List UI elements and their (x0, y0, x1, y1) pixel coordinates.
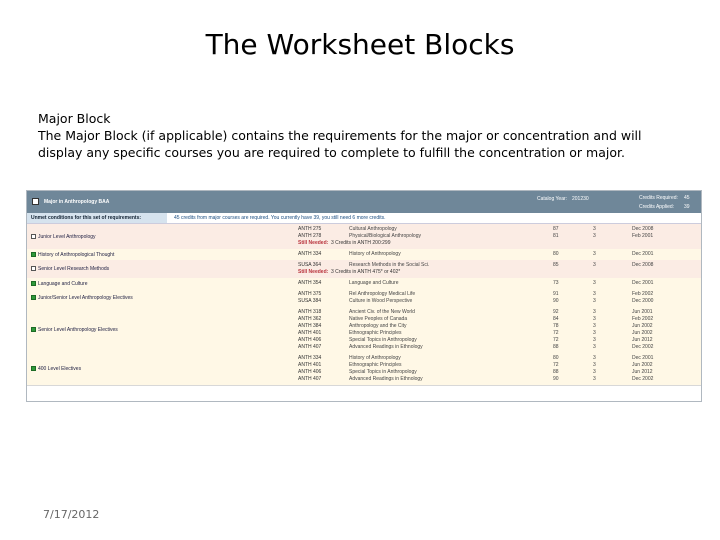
catalog-year-value: 201230 (572, 196, 589, 202)
course-line (27, 323, 701, 330)
course-credits: 3 (593, 344, 596, 350)
still-needed-line (27, 240, 701, 247)
course-title: Ethnographic Principles (349, 362, 402, 368)
course-term: Jun 2002 (632, 330, 653, 336)
course-code: ANTH 334 (298, 355, 322, 361)
course-title: Research Methods in the Social Sci. (349, 262, 430, 268)
block-checkbox[interactable] (32, 198, 39, 205)
course-line (27, 262, 701, 269)
course-code: ANTH 354 (298, 280, 322, 286)
course-credits: 3 (593, 355, 596, 361)
course-credits: 3 (593, 280, 596, 286)
course-title: Anthropology and the City (349, 323, 407, 329)
course-title: Ancient Civ. of the New World (349, 309, 415, 315)
course-term: Dec 2001 (632, 355, 654, 361)
slide-body (38, 110, 678, 161)
course-line (27, 280, 701, 287)
requirement-row (27, 307, 701, 354)
course-term: Feb 2002 (632, 291, 654, 297)
credits-applied-value: 39 (684, 204, 690, 210)
requirement-row (27, 289, 701, 308)
course-grade: 80 (553, 251, 559, 257)
course-term: Jun 2002 (632, 362, 653, 368)
course-grade: 88 (553, 344, 559, 350)
requirement-row (27, 260, 701, 279)
body-heading: Major Block (38, 111, 111, 126)
course-title: Advanced Readings in Ethnology (349, 344, 423, 350)
credits-applied-label: Credits Applied: (639, 204, 675, 210)
course-grade: 72 (553, 362, 559, 368)
body-description: The Major Block (if applicable) contains the requirements for the major or concentration and will display any specific courses you are required to complete to fulfill the concentration or major. (38, 128, 642, 160)
course-title: Native Peoples of Canada (349, 316, 408, 322)
major-block-worksheet (26, 190, 702, 402)
course-credits: 3 (593, 251, 596, 257)
requirement-label: Junior Level Anthropology (38, 234, 96, 240)
course-term: Jun 2002 (632, 323, 653, 329)
course-credits: 3 (593, 226, 596, 232)
course-title: Rel Anthropology Medical Life (349, 291, 416, 297)
course-grade: 90 (553, 298, 559, 304)
course-code: ANTH 375 (298, 291, 322, 297)
course-grade: 72 (553, 330, 559, 336)
requirement-row (27, 224, 701, 250)
course-title: Advanced Readings in Ethnology (349, 376, 423, 382)
course-term: Dec 2000 (632, 298, 654, 304)
course-grade: 72 (553, 337, 559, 343)
course-grade: 85 (553, 262, 559, 268)
course-grade: 81 (553, 233, 559, 239)
course-code: ANTH 406 (298, 369, 322, 375)
course-line (27, 355, 701, 362)
course-line (27, 337, 701, 344)
course-title: Ethnographic Principles (349, 330, 402, 336)
course-credits: 3 (593, 330, 596, 336)
course-credits: 3 (593, 233, 596, 239)
course-title: Cultural Anthropology (349, 226, 397, 232)
course-code: ANTH 401 (298, 362, 322, 368)
course-credits: 3 (593, 323, 596, 329)
still-needed-text: 3 Credits in ANTH 200:299 (331, 240, 391, 246)
course-grade: 87 (553, 226, 559, 232)
requirement-label: Senior Level Research Methods (38, 266, 110, 272)
course-credits: 3 (593, 337, 596, 343)
course-line (27, 233, 701, 240)
requirement-label: Senior Level Anthropology Electives (38, 327, 118, 333)
course-code: ANTH 334 (298, 251, 322, 257)
course-grade: 92 (553, 309, 559, 315)
course-code: ANTH 407 (298, 344, 322, 350)
course-code: ANTH 384 (298, 323, 322, 329)
course-line (27, 251, 701, 258)
course-code: ANTH 401 (298, 330, 322, 336)
course-grade: 88 (553, 369, 559, 375)
course-line (27, 226, 701, 233)
unmet-conditions-label: Unmet conditions for this set of requirements: (27, 213, 167, 223)
course-code: ANTH 278 (298, 233, 322, 239)
course-term: Feb 2001 (632, 233, 654, 239)
still-needed-label: Still Needed: (298, 269, 329, 275)
course-code: SUSA 384 (298, 298, 322, 304)
unmet-conditions-text: 45 credits from major courses are required. You currently have 39, you still need 6 more credits. (174, 215, 386, 221)
course-credits: 3 (593, 369, 596, 375)
course-line (27, 376, 701, 383)
course-code: ANTH 406 (298, 337, 322, 343)
course-title: History of Anthropology (349, 251, 401, 257)
course-term: Feb 2002 (632, 316, 654, 322)
course-title: Special Topics in Anthropology (349, 337, 417, 343)
course-line (27, 362, 701, 369)
course-line (27, 291, 701, 298)
course-line (27, 298, 701, 305)
course-line (27, 344, 701, 351)
course-grade: 78 (553, 323, 559, 329)
course-credits: 3 (593, 376, 596, 382)
requirement-label: 400 Level Electives (38, 366, 82, 372)
course-credits: 3 (593, 362, 596, 368)
course-term: Jun 2001 (632, 309, 653, 315)
course-code: SUSA 364 (298, 262, 322, 268)
still-needed-text: 3 Credits in ANTH 475* or 402* (331, 269, 401, 275)
course-line (27, 369, 701, 376)
block-title: Major in Anthropology BAA (44, 199, 110, 205)
course-code: ANTH 275 (298, 226, 322, 232)
course-line (27, 316, 701, 323)
course-title: Special Topics in Anthropology (349, 369, 417, 375)
still-needed-label: Still Needed: (298, 240, 329, 246)
course-term: Dec 2001 (632, 251, 654, 257)
course-title: Culture in Wood Perspective (349, 298, 413, 304)
course-credits: 3 (593, 316, 596, 322)
requirement-label: Language and Culture (38, 281, 88, 287)
unmet-conditions (27, 213, 701, 224)
course-credits: 3 (593, 309, 596, 315)
requirement-row (27, 353, 701, 386)
credits-required-value: 45 (684, 195, 690, 201)
course-grade: 90 (553, 376, 559, 382)
course-grade: 80 (553, 355, 559, 361)
course-term: Dec 2008 (632, 226, 654, 232)
course-term: Jun 2012 (632, 369, 653, 375)
block-header (27, 191, 701, 213)
course-code: ANTH 318 (298, 309, 322, 315)
catalog-year-label: Catalog Year: (537, 196, 568, 202)
course-credits: 3 (593, 262, 596, 268)
course-grade: 91 (553, 291, 559, 297)
course-grade: 84 (553, 316, 559, 322)
slide-title: The Worksheet Blocks (205, 28, 515, 61)
course-credits: 3 (593, 291, 596, 297)
course-line (27, 309, 701, 316)
course-title: Language and Culture (349, 280, 399, 286)
credits-required-label: Credits Required: (639, 195, 678, 201)
course-grade: 73 (553, 280, 559, 286)
still-needed-line (27, 269, 701, 276)
course-term: Dec 2008 (632, 262, 654, 268)
requirement-label: Junior/Senior Level Anthropology Electives (38, 295, 133, 301)
course-code: ANTH 407 (298, 376, 322, 382)
course-code: ANTH 362 (298, 316, 322, 322)
course-title: History of Anthropology (349, 355, 401, 361)
course-term: Dec 2002 (632, 376, 654, 382)
course-term: Dec 2001 (632, 280, 654, 286)
course-term: Jun 2012 (632, 337, 653, 343)
slide-date: 7/17/2012 (43, 508, 100, 521)
course-title: Physical/Biological Anthropology (349, 233, 421, 239)
course-term: Dec 2002 (632, 344, 654, 350)
requirement-label: History of Anthropological Thought (38, 252, 115, 258)
course-line (27, 330, 701, 337)
course-credits: 3 (593, 298, 596, 304)
